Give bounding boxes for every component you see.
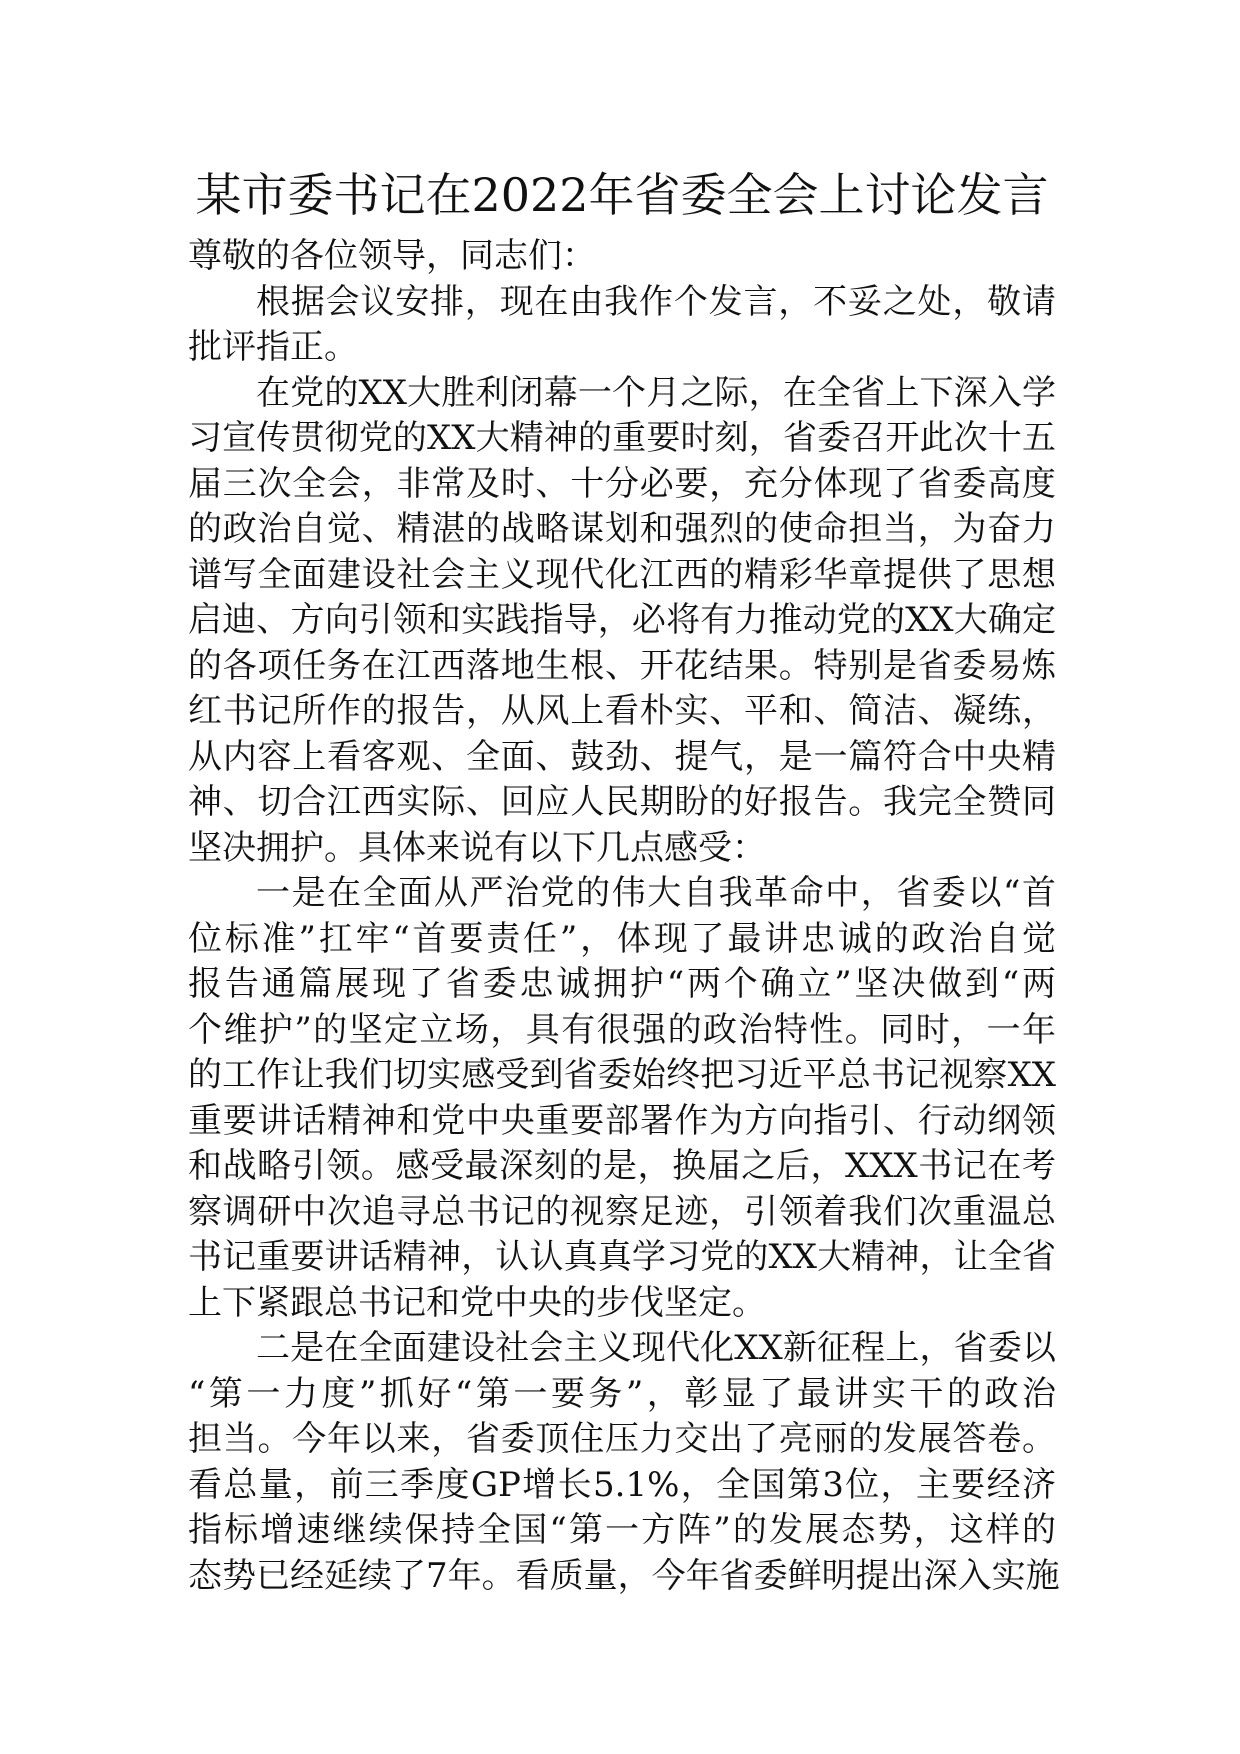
document-body: [188, 162, 1060, 1599]
salutation: 尊敬的各位领导，同志们：: [188, 236, 596, 276]
text-line: 从内容上看客观、全面、鼓劲、提气，是一篇符合中央精: [188, 736, 1056, 777]
text-line: 一是在全面从严治党的伟大自我革命中，省委以“首: [256, 873, 1056, 913]
text-line: 坚决拥护。具体来说有以下几点感受：: [188, 827, 766, 868]
text-line: 启迪、方向引领和实践指导，必将有力推动党的XX大确定: [188, 600, 1056, 640]
text-line: 看总量，前三季度GP增长5.1%，全国第3位，主要经济: [188, 1464, 1056, 1505]
text-line: 的各项任务在江西落地生根、开花结果。特别是省委易炼: [188, 645, 1056, 686]
text-line: 神、切合江西实际、回应人民期盼的好报告。我完全赞同: [188, 782, 1056, 822]
document-title: 某市委书记在2022年省委全会上讨论发言: [195, 168, 1049, 222]
paragraph: [188, 1326, 1060, 1599]
paragraph: [188, 280, 1056, 371]
text-line: 二是在全面建设社会主义现代化XX新征程上，省委以: [256, 1328, 1056, 1368]
text-line: 的工作让我们切实感受到省委始终把习近平总书记视察XX: [188, 1055, 1056, 1095]
paragraph: [188, 871, 1056, 1326]
text-line: 届三次全会，非常及时、十分必要，充分体现了省委高度: [188, 463, 1056, 504]
text-line: 在党的XX大胜利闭幕一个月之际，在全省上下深入学: [256, 372, 1056, 413]
text-line: 担当。今年以来，省委顶住压力交出了亮丽的发展答卷。: [188, 1419, 1056, 1459]
text-line: 指标增速继续保持全国“第一方阵”的发展态势，这样的: [188, 1510, 1056, 1550]
text-line: 上下紧跟总书记和党中央的步伐坚定。: [188, 1282, 766, 1323]
text-line: 根据会议安排，现在由我作个发言，不妥之处，敬请: [256, 281, 1056, 322]
paragraphs: [188, 280, 1060, 1600]
text-line: “第一力度”抓好“第一要务”，彰显了最讲实干的政治: [188, 1373, 1056, 1414]
text-line: 重要讲话精神和党中央重要部署作为方向指引、行动纲领: [188, 1100, 1056, 1141]
text-line: 态势已经延续了7年。看质量，今年省委鲜明提出深入实施: [188, 1555, 1060, 1596]
text-line: 书记重要讲话精神，认认真真学习党的XX大精神，让全省: [188, 1237, 1056, 1277]
text-line: 习宣传贯彻党的XX大精神的重要时刻，省委召开此次十五: [188, 418, 1056, 458]
text-line: 报告通篇展现了省委忠诚拥护“两个确立”坚决做到“两: [188, 964, 1056, 1004]
text-line: 谱写全面建设社会主义现代化江西的精彩华章提供了思想: [188, 554, 1056, 595]
text-line: 批评指正。: [188, 327, 358, 367]
text-line: 察调研中次追寻总书记的视察足迹，引领着我们次重温总: [188, 1191, 1056, 1232]
text-line: 红书记所作的报告，从风上看朴实、平和、简洁、凝练，: [188, 691, 1056, 731]
text-line: 个维护”的坚定立场，具有很强的政治特性。同时，一年: [188, 1009, 1056, 1050]
text-line: 的政治自觉、精湛的战略谋划和强烈的使命担当，为奋力: [188, 509, 1056, 549]
text-line: 位标准”扛牢“首要责任”，体现了最讲忠诚的政治自觉: [188, 918, 1056, 959]
paragraph: [188, 371, 1056, 872]
text-line: 和战略引领。感受最深刻的是，换届之后，XXX书记在考: [188, 1146, 1056, 1186]
